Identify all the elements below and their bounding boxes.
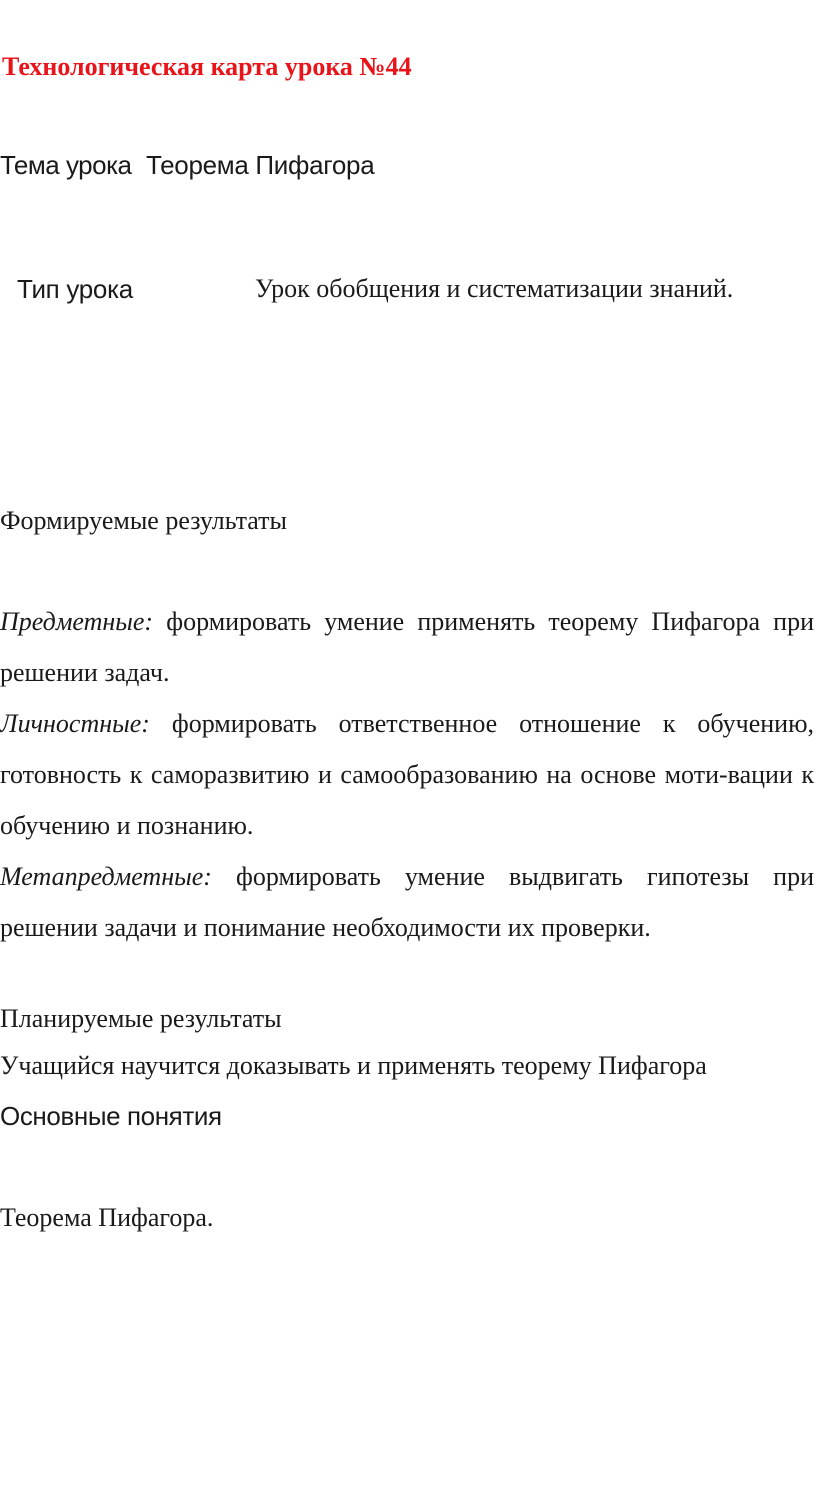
key-concepts-text: Теорема Пифагора. [0, 1203, 214, 1232]
topic-value: Теорема Пифагора [146, 150, 375, 180]
lesson-type-label: Тип урока [17, 274, 133, 304]
planned-results-text: Учащийся научится доказывать и применять теорему Пифагора [0, 1051, 707, 1080]
formed-results-heading: Формируемые результаты [0, 506, 287, 535]
subject-results-label: Предметные: [0, 607, 154, 636]
topic-label: Тема урока [0, 150, 132, 180]
personal-results-paragraph [0, 698, 814, 851]
meta-results-paragraph [0, 851, 814, 953]
personal-results-text: формировать ответственное отношение к обучению, готовность к саморазвитию и самообразованию на основе моти-вации к обучению и познанию. [0, 709, 815, 840]
subject-results-text: формировать умение применять теорему Пифагора при решении задач. [0, 607, 815, 687]
planned-results-heading: Планируемые результаты [0, 1004, 282, 1033]
meta-results-text: формировать умение выдвигать гипотезы при решении задачи и понимание необходимости их проверки. [0, 862, 814, 942]
key-concepts-heading: Основные понятия [0, 1101, 222, 1131]
personal-results-label: Личностные: [0, 709, 150, 738]
document-title: Технологическая карта урока №44 [2, 52, 412, 81]
lesson-type-value: Урок обобщения и систематизации знаний. [255, 274, 734, 303]
meta-results-label: Метапредметные: [0, 862, 212, 891]
subject-results-paragraph [0, 596, 814, 698]
